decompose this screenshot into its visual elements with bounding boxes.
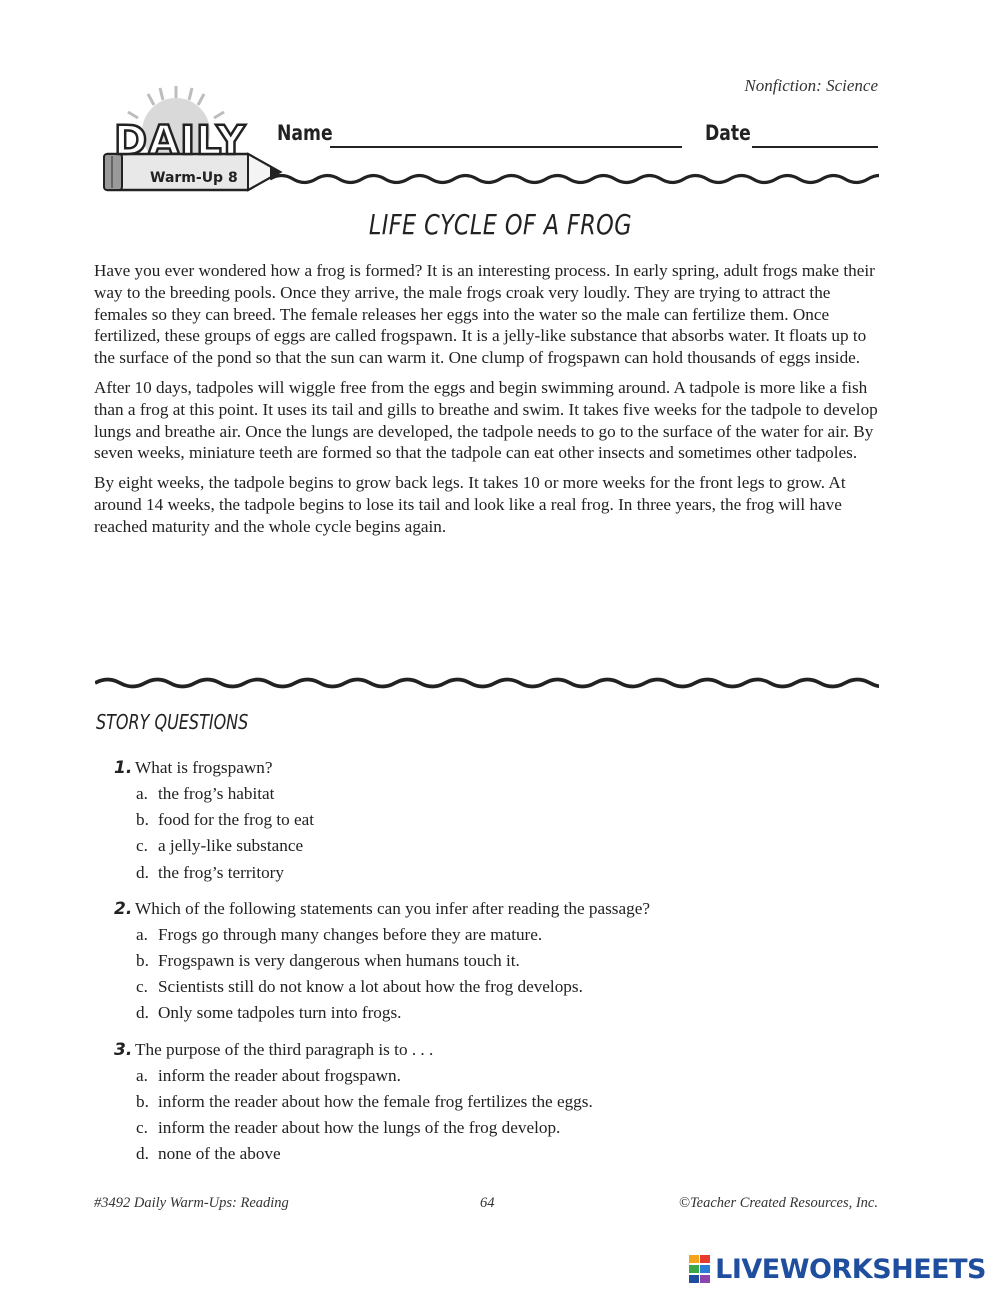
top-wave-divider xyxy=(270,168,879,190)
reading-passage xyxy=(94,260,884,546)
logo-subtitle: Warm-Up 8 xyxy=(150,170,238,186)
date-label: Date xyxy=(705,121,751,145)
questions-heading: STORY QUESTIONS xyxy=(96,710,249,734)
date-field[interactable] xyxy=(752,146,878,148)
passage-paragraph: Have you ever wondered how a frog is formed? It is an interesting process. In early spring, adult frogs make their way to the breeding pools. Once they arrive, the male frogs croak very loudly. They are trying to attract the females so they can breed. The female releases her eggs into the water so the male can fertilize them. Once fertilized, these groups of eggs are called frogspawn. It is a jelly-like substance that absorbs water. It floats up to the surface of the pond so that the sun can warm it. One clump of frogspawn can hold thousands of eggs inside. xyxy=(94,261,875,368)
question-3 xyxy=(94,1037,884,1168)
page-title: LIFE CYCLE OF A FROG xyxy=(368,208,632,241)
footer-copyright: ©Teacher Created Resources, Inc. xyxy=(678,1195,878,1211)
logo-word: DAILY xyxy=(114,118,247,164)
liveworksheets-watermark xyxy=(689,1252,986,1286)
liveworksheets-logo-icon xyxy=(689,1255,711,1283)
answer-option[interactable]: c. a jelly-like substance xyxy=(136,836,304,856)
answer-option[interactable]: b. Frogspawn is very dangerous when humans touch it. xyxy=(136,951,520,971)
answer-option[interactable]: d. Only some tadpoles turn into frogs. xyxy=(136,1003,402,1023)
watermark-text: LIVEWORKSHEETS xyxy=(715,1253,986,1285)
question-text: The purpose of the third paragraph is to . . . xyxy=(135,1039,434,1059)
question-number: 3. xyxy=(114,1039,133,1060)
daily-warmup-logo xyxy=(98,84,298,194)
category-label: Nonfiction: Science xyxy=(744,76,878,95)
answer-option[interactable]: a. the frog’s habitat xyxy=(136,784,275,803)
answer-option[interactable]: d. the frog’s territory xyxy=(136,862,285,882)
question-1 xyxy=(94,755,884,886)
question-2 xyxy=(94,896,884,1027)
passage-paragraph: After 10 days, tadpoles will wiggle free from the eggs and begin swimming around. A tadpole is more like a fish than a frog at this point. It uses its tail and gills to breathe and swim. It takes five weeks for the tadpole to develop lungs and breathe air. Once the lungs are developed, the tadpole needs to go to the surface of the water for air. By seven weeks, miniature teeth are formed so that the tadpole can eat other insects and sometimes other tadpoles. xyxy=(94,377,878,463)
questions-list xyxy=(94,755,884,1177)
passage-paragraph: By eight weeks, the tadpole begins to grow back legs. It takes 10 or more weeks for the front legs to grow. At around 14 weeks, the tadpole begins to lose its tail and look like a real frog. In three years, the frog will have reached maturity and the whole cycle begins again. xyxy=(94,473,846,536)
footer-page-number: 64 xyxy=(480,1195,495,1211)
question-text: Which of the following statements can you infer after reading the passage? xyxy=(135,898,650,918)
name-label: Name xyxy=(277,121,333,145)
question-number: 2. xyxy=(114,898,133,919)
answer-option[interactable]: a. Frogs go through many changes before they are mature. xyxy=(136,924,543,944)
answer-option[interactable]: b. food for the frog to eat xyxy=(136,810,315,830)
answer-option[interactable]: c. Scientists still do not know a lot about how the frog develops. xyxy=(136,977,583,997)
name-field[interactable] xyxy=(330,146,682,148)
question-text: What is frogspawn? xyxy=(135,758,273,777)
middle-wave-divider xyxy=(95,672,879,694)
footer-book-title: #3492 Daily Warm-Ups: Reading xyxy=(94,1195,289,1211)
answer-option[interactable]: c. inform the reader about how the lungs of the frog develop. xyxy=(136,1118,561,1138)
answer-option[interactable]: a. inform the reader about frogspawn. xyxy=(136,1065,401,1085)
question-number: 1. xyxy=(114,758,133,778)
answer-option[interactable]: d. none of the above xyxy=(136,1144,281,1164)
answer-option[interactable]: b. inform the reader about how the female frog fertilizes the eggs. xyxy=(136,1091,593,1111)
